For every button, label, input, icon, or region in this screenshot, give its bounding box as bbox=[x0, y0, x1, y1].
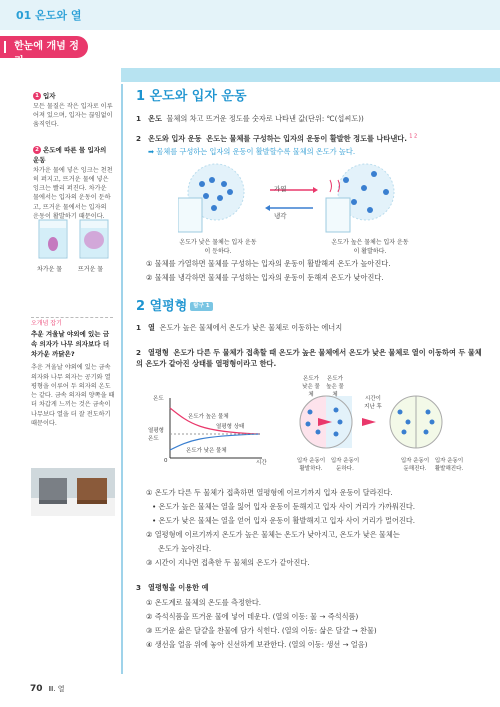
section-number: 2 bbox=[136, 299, 146, 314]
note-ref: 1 2 bbox=[409, 133, 418, 140]
diagram-high-label: 온도가 높은 물체 bbox=[326, 376, 344, 398]
definition: 온도가 다른 두 물체가 접촉할 때 온도가 높은 물체에서 온도가 낮은 물체로 열이 이동하여 두 물체의 온도가 같아진 상태를 열평형이라고 한다. bbox=[136, 348, 482, 369]
misconception-label: 오개념 잡기 bbox=[31, 320, 62, 327]
eq-point-2: ② 열평형에 이르기까지 온도가 높은 물체는 온도가 낮아지고, 온도가 낮은 물체는 bbox=[146, 530, 400, 539]
row-examples bbox=[136, 582, 486, 593]
term: 열 bbox=[148, 323, 155, 332]
eq-point-3: ③ 시간이 지나면 접촉한 두 물체의 온도가 같아진다. bbox=[146, 558, 310, 567]
row-number: 2 bbox=[136, 134, 142, 143]
graph-origin: 0 bbox=[164, 458, 168, 464]
misconception-question: 추운 겨울날 야외에 있는 금속 의자가 나무 의자보다 더 차가운 까닭은? bbox=[31, 330, 110, 358]
note-number: 2 bbox=[33, 146, 41, 154]
misconception-answer: 추운 겨울날 야외에 있는 금속 의자와 나무 의자는 공기와 열평형을 이루어 두 의자의 온도는 같다. 금속 의자의 양쪽을 때 더 차갑게 느끼는 것은 금속이 나무보다 열을 더 잘 전도하기 때문이다. bbox=[31, 364, 115, 428]
term: 온도와 입자 운동 bbox=[148, 134, 202, 143]
page-footer bbox=[30, 683, 65, 696]
diagram-low-label: 온도가 낮은 물체 bbox=[302, 376, 320, 398]
definition: 온도는 물체를 구성하는 입자의 운동이 활발한 정도를 나타낸다. bbox=[206, 134, 407, 143]
divider bbox=[31, 317, 113, 318]
row-equilibrium bbox=[136, 347, 486, 369]
heat-label: 가열 bbox=[274, 185, 287, 193]
caption-high: 온도가 높은 물체는 입자 운동이 활발하다. bbox=[331, 239, 409, 255]
example-2: ② 즉석식품을 뜨거운 물에 넣어 데운다. (열의 이동: 물 → 즉석식품) bbox=[146, 612, 359, 621]
point-2: ② 물체를 냉각하면 물체를 구성하는 입자의 운동이 둔해져 온도가 낮아진다. bbox=[146, 273, 384, 282]
graph-eq-temp: 열평형 온도 bbox=[148, 428, 164, 442]
graph-cold-label: 온도가 낮은 물체 bbox=[186, 448, 227, 454]
chapter-label: Ⅲ. 열 bbox=[48, 685, 65, 693]
note-body: 모든 물질은 작은 입자로 이루어져 있으며, 입자는 끊임없이 움직인다. bbox=[33, 102, 113, 129]
graph-axis-y: 온도 bbox=[153, 396, 164, 402]
cool-label: 냉각 bbox=[274, 212, 287, 220]
section-2-title bbox=[136, 298, 213, 317]
note-number: 1 bbox=[33, 92, 41, 100]
example-1: ① 온도계로 물체의 온도를 측정한다. bbox=[146, 598, 262, 607]
diagram-time-label: 시간이 지난 후 bbox=[364, 396, 382, 410]
sidebar-note-1 bbox=[33, 92, 113, 130]
graph-eq-label: 열평형 상태 bbox=[216, 424, 245, 430]
row-particle-motion bbox=[136, 133, 486, 144]
unit-title: 01 온도와 열 bbox=[16, 9, 82, 22]
page-number: 70 bbox=[30, 684, 43, 694]
section-1-title bbox=[136, 88, 247, 107]
term: 열평형을 이용한 예 bbox=[148, 583, 209, 592]
misconception-box bbox=[31, 330, 115, 428]
note-body: 차가운 물에 넣은 잉크는 천천히 퍼지고, 뜨거운 물에 넣은 잉크는 빨리 퍼진다. 차가운 물에서는 입자의 운동이 둔하고, 뜨거운 물에서는 입자의 운동이 활발하기 때문이다. bbox=[33, 166, 113, 220]
summary-tag: 한눈에 개념 정리 bbox=[0, 36, 88, 58]
explore-badge: 탐구 1 bbox=[190, 302, 212, 312]
eq-point-1: ① 온도가 다른 두 물체가 접촉하면 열평형에 이르기까지 입자 운동이 달라진다. bbox=[146, 488, 393, 497]
section-title: 온도와 입자 운동 bbox=[149, 89, 247, 104]
eq-bullet-1: • 온도가 높은 물체는 열을 잃어 입자 운동이 둔해지고 입자 사이 거리가 가까워진다. bbox=[152, 502, 416, 511]
chairs-photo bbox=[31, 468, 115, 516]
row-number: 2 bbox=[136, 348, 142, 357]
example-4: ④ 생선을 얼음 위에 놓아 신선하게 보관한다. (열의 이동: 생선 → 얼음) bbox=[146, 640, 368, 649]
margin-line bbox=[121, 84, 123, 674]
graph-hot-label: 온도가 높은 물체 bbox=[188, 414, 229, 420]
row-heat bbox=[136, 322, 486, 333]
point-1: ① 물체를 가열하면 물체를 구성하는 입자의 운동이 활발해져 온도가 높아진다. bbox=[146, 259, 391, 268]
section-title: 열평형 bbox=[149, 299, 188, 314]
term: 온도 bbox=[148, 114, 162, 123]
diagram-caption-3: 입자 운동이 둔해진다. bbox=[400, 458, 430, 472]
section-band bbox=[121, 68, 500, 82]
equilibrium-diagram bbox=[296, 392, 476, 454]
section-number: 1 bbox=[136, 89, 146, 104]
diagram-caption-2: 입자 운동이 둔하다. bbox=[330, 458, 360, 472]
beaker-illustration bbox=[36, 214, 116, 266]
particle-diagram bbox=[178, 162, 408, 240]
diagram-caption-4: 입자 운동이 활발해진다. bbox=[434, 458, 464, 472]
term: 열평형 bbox=[148, 348, 169, 357]
note-title: 온도에 따른 물 입자의 운동 bbox=[33, 146, 107, 164]
row-number: 1 bbox=[136, 114, 142, 123]
row-number: 3 bbox=[136, 583, 142, 592]
graph-axis-x: 시간 bbox=[256, 460, 267, 466]
hot-water-label: 뜨거운 물 bbox=[78, 266, 104, 273]
eq-bullet-2: • 온도가 낮은 물체는 열을 얻어 입자 운동이 활발해지고 입자 사이 거리가 멀어진다. bbox=[152, 516, 416, 525]
sidebar-note-2 bbox=[33, 146, 113, 221]
note-title: 입자 bbox=[43, 92, 56, 100]
definition: 온도가 높은 물체에서 온도가 낮은 물체로 이동하는 에너지 bbox=[159, 323, 343, 332]
row-temperature bbox=[136, 113, 486, 124]
eq-point-2-cont: 온도가 높아진다. bbox=[158, 544, 212, 553]
row-number: 1 bbox=[136, 323, 142, 332]
header-bar bbox=[0, 0, 500, 30]
diagram-caption-1: 입자 운동이 활발하다. bbox=[296, 458, 326, 472]
example-3: ③ 뜨거운 삶은 달걀을 찬물에 담가 식힌다. (열의 이동: 삶은 달걀 → 찬물) bbox=[146, 626, 377, 635]
cold-water-label: 차가운 물 bbox=[37, 266, 63, 273]
beaker-labels bbox=[37, 266, 103, 275]
caption-low: 온도가 낮은 물체는 입자 운동이 둔하다. bbox=[179, 239, 257, 255]
definition: 물체의 차고 뜨거운 정도를 숫자로 나타낸 값(단위: ℃(섭씨도)) bbox=[166, 114, 364, 123]
arrow-summary: ➡ 물체를 구성하는 입자의 운동이 활발할수록 물체의 온도가 높다. bbox=[148, 147, 356, 156]
